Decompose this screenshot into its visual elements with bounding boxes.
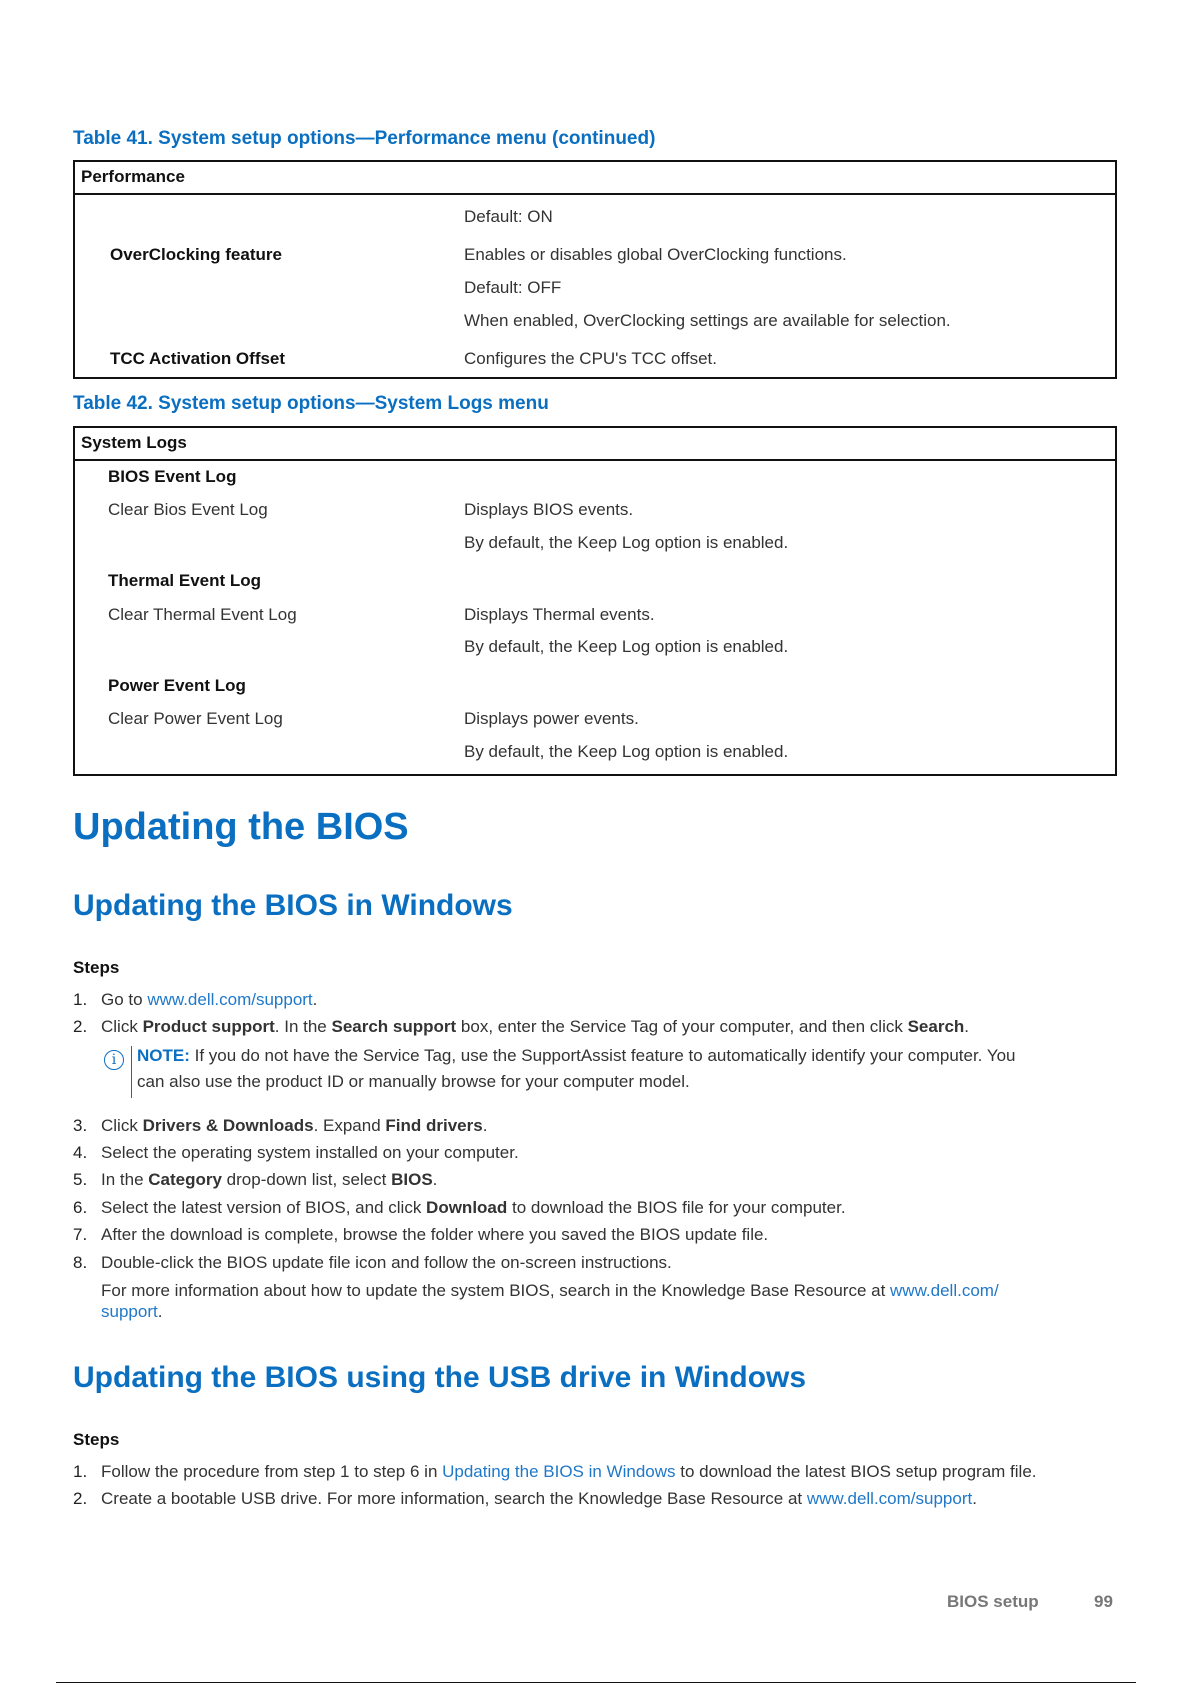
table-42-group-title: Power Event Log: [108, 676, 246, 695]
step-number: 2.: [73, 1017, 88, 1036]
step-number: 7.: [73, 1225, 88, 1244]
table-41-caption: Table 41. System setup options—Performance menu (continued): [73, 128, 656, 149]
step-number: 4.: [73, 1143, 88, 1162]
table-41: [73, 160, 1117, 379]
step-number: 1.: [73, 990, 88, 1009]
step-text: Click Drivers & Downloads. Expand Find drivers.: [101, 1116, 488, 1135]
support-link[interactable]: www.dell.com/support: [806, 1489, 973, 1508]
step-number: 6.: [73, 1198, 88, 1217]
table-42-cell: Displays power events.: [464, 709, 639, 728]
table-42-item: Clear Power Event Log: [108, 709, 283, 728]
step-text: In the Category drop-down list, select BIOS.: [101, 1170, 438, 1189]
info-icon: i: [104, 1050, 124, 1070]
table-41-cell: Configures the CPU's TCC offset.: [464, 349, 717, 368]
note-bar: [131, 1046, 132, 1098]
support-link[interactable]: www.dell.com/: [890, 1281, 999, 1300]
table-42-cell: By default, the Keep Log option is enabled.: [464, 742, 789, 761]
section-heading: Updating the BIOS using the USB drive in Windows: [73, 1361, 807, 1394]
table-41-header: [75, 162, 1115, 195]
table-42-cell: By default, the Keep Log option is enabled.: [464, 533, 789, 552]
steps-label: Steps: [73, 1430, 120, 1449]
step-text: Click Product support. In the Search support box, enter the Service Tag of your computer, and then click Search.: [101, 1017, 970, 1036]
step-number: 8.: [73, 1253, 88, 1272]
section-link[interactable]: Updating the BIOS in Windows: [442, 1462, 676, 1481]
steps-label: Steps: [73, 958, 120, 977]
step-text: Go to www.dell.com/support.: [101, 990, 318, 1009]
table-41-cell: Enables or disables global OverClocking functions.: [464, 245, 847, 264]
more-info-text: For more information about how to update the system BIOS, search in the Knowledge Base Resource at www.dell.com/: [101, 1281, 999, 1300]
step-text: Select the latest version of BIOS, and click Download to download the BIOS file for your computer.: [101, 1198, 846, 1217]
step-text: Double-click the BIOS update file icon and follow the on-screen instructions.: [101, 1253, 672, 1272]
table-42-caption: Table 42. System setup options—System Logs menu: [73, 393, 549, 414]
table-42-cell: By default, the Keep Log option is enabled.: [464, 637, 789, 656]
step-text: After the download is complete, browse the folder where you saved the BIOS update file.: [101, 1225, 769, 1244]
table-41-cell: When enabled, OverClocking settings are available for selection.: [464, 311, 951, 330]
table-41-row-label: TCC Activation Offset: [110, 349, 286, 368]
table-42-header-label: System Logs: [81, 433, 187, 452]
step-number: 1.: [73, 1462, 88, 1481]
more-info-text: support.: [101, 1302, 163, 1321]
step-text: Select the operating system installed on your computer.: [101, 1143, 519, 1162]
table-41-header-label: Performance: [81, 167, 185, 186]
table-41-cell: Default: ON: [464, 207, 553, 226]
step-text: Create a bootable USB drive. For more information, search the Knowledge Base Resource at www.dell.com/support.: [101, 1489, 977, 1508]
page-number: 99: [1094, 1592, 1113, 1611]
table-42-group-title: Thermal Event Log: [108, 571, 262, 590]
footer-section: BIOS setup: [947, 1592, 1039, 1611]
note-label: NOTE:: [137, 1046, 190, 1065]
table-41-row-label: OverClocking feature: [110, 245, 282, 264]
table-42: [73, 426, 1117, 776]
step-number: 3.: [73, 1116, 88, 1135]
support-link[interactable]: support: [101, 1302, 158, 1321]
table-42-cell: Displays Thermal events.: [464, 605, 655, 624]
step-text: Follow the procedure from step 1 to step 6 in Updating the BIOS in Windows to download the latest BIOS setup program file.: [101, 1462, 1037, 1481]
table-42-cell: Displays BIOS events.: [464, 500, 634, 519]
table-42-item: Clear Bios Event Log: [108, 500, 268, 519]
support-link[interactable]: www.dell.com/support: [147, 990, 313, 1009]
footer-rule: [56, 1682, 1136, 1683]
table-42-group-title: BIOS Event Log: [108, 467, 237, 486]
table-41-cell: Default: OFF: [464, 278, 562, 297]
note-line: can also use the product ID or manually browse for your computer model.: [137, 1072, 690, 1091]
step-number: 5.: [73, 1170, 88, 1189]
note-line: NOTE: If you do not have the Service Tag, use the SupportAssist feature to automatically identify your computer. You: [137, 1046, 1016, 1065]
section-heading: Updating the BIOS in Windows: [73, 889, 513, 922]
page-heading: Updating the BIOS: [73, 806, 409, 848]
step-number: 2.: [73, 1489, 88, 1508]
table-42-header: [75, 428, 1115, 461]
table-42-item: Clear Thermal Event Log: [108, 605, 297, 624]
